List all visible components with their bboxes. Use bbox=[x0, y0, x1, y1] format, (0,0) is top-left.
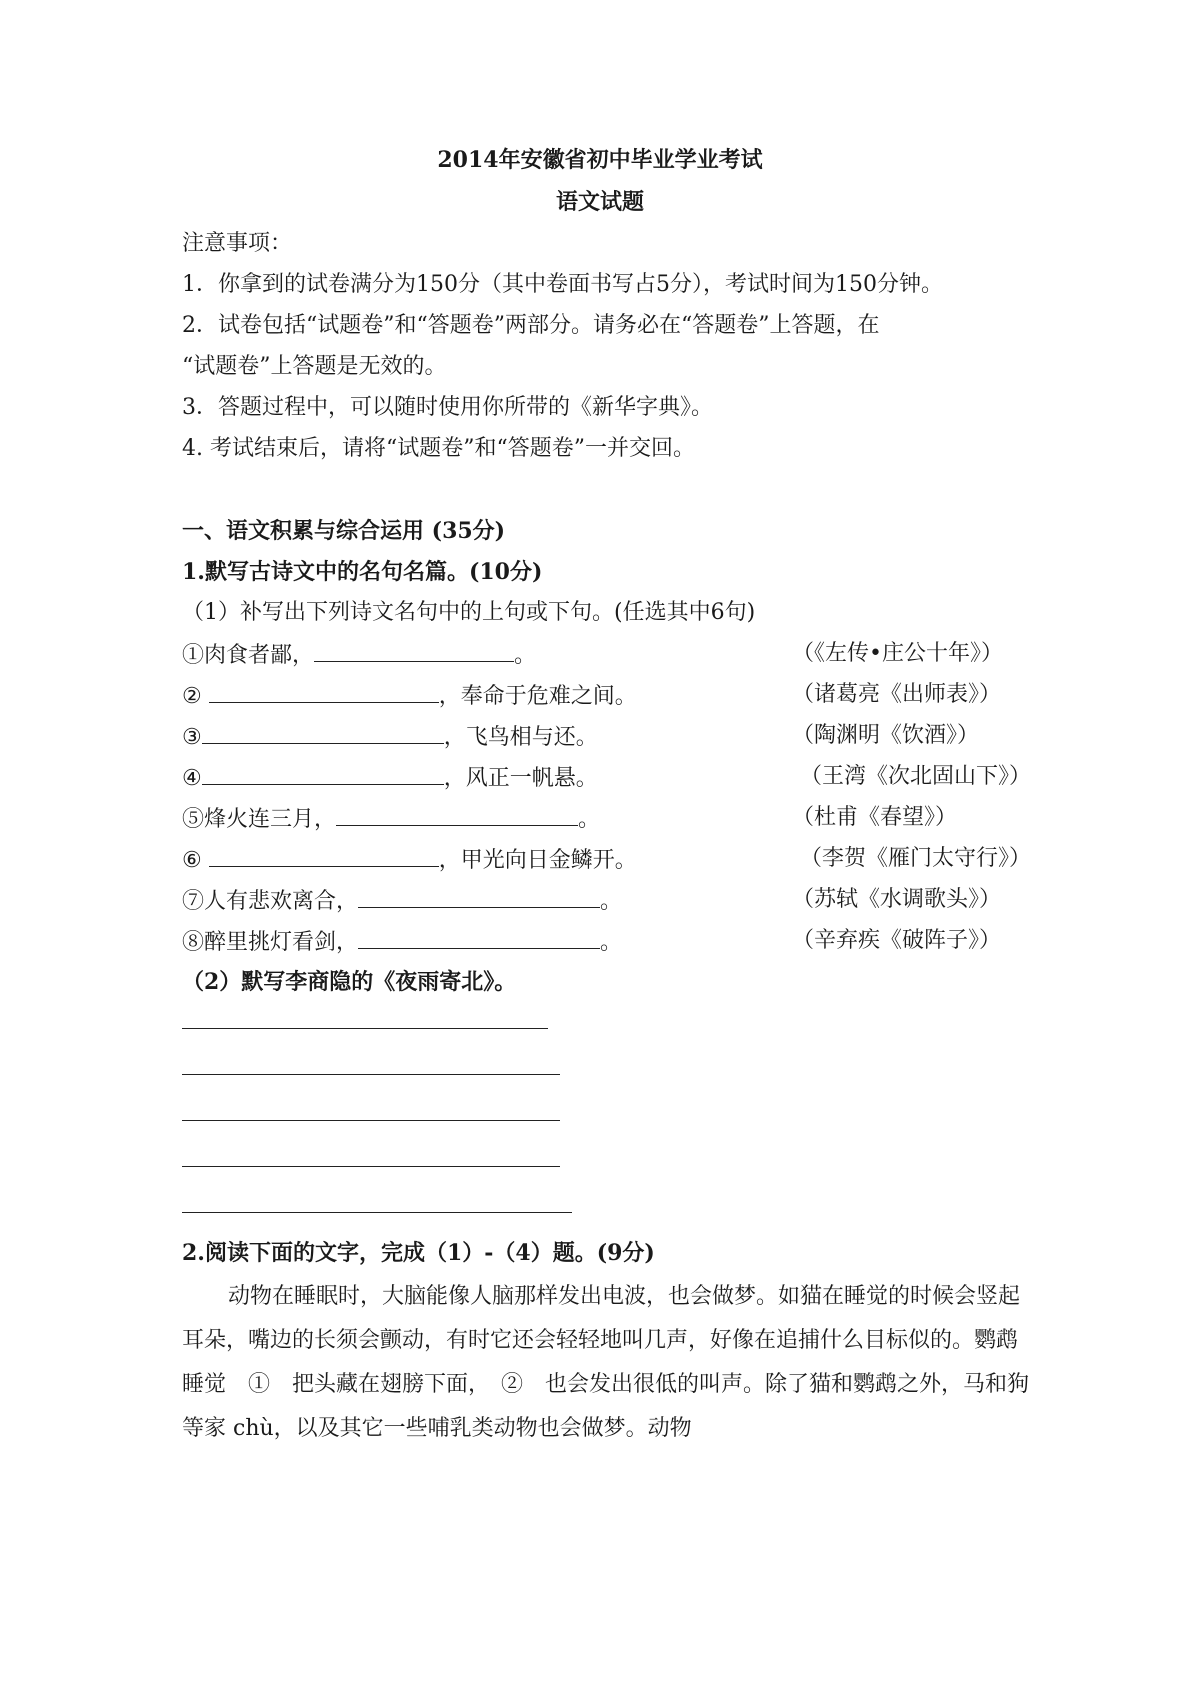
answer-blank-2[interactable] bbox=[209, 680, 439, 703]
writing-line-1[interactable] bbox=[182, 1028, 548, 1029]
fill-line-8-source: （辛弃疾《破阵子》） bbox=[792, 928, 1002, 953]
question-1-part-2: （2）默写李商隐的《夜雨寄北》。 bbox=[182, 969, 517, 995]
exam-subtitle: 语文试题 bbox=[555, 189, 644, 215]
fill-line-2-pre: ② bbox=[182, 684, 209, 709]
fill-line-7-post: 。 bbox=[600, 889, 623, 914]
fill-line-3-pre: ③ bbox=[182, 725, 202, 750]
fill-line-7-source: （苏轼《水调歌头》） bbox=[792, 887, 1002, 912]
fill-line-7 bbox=[182, 885, 622, 917]
fill-line-3-post: ，飞鸟相与还。 bbox=[443, 725, 598, 750]
fill-line-1-pre: ①肉食者鄙， bbox=[182, 643, 315, 668]
answer-blank-8[interactable] bbox=[358, 926, 600, 949]
notes-heading: 注意事项： bbox=[182, 231, 293, 256]
exam-title: 2014年安徽省初中毕业学业考试 bbox=[437, 147, 763, 173]
note-item-2-cont: “试题卷”上答题是无效的。 bbox=[182, 354, 447, 379]
note-item-4: 4. 考试结束后，请将“试题卷”和“答题卷”一并交回。 bbox=[182, 436, 695, 461]
answer-blank-4[interactable] bbox=[202, 762, 444, 785]
fill-line-2-source: （诸葛亮《出师表》） bbox=[792, 682, 1002, 707]
fill-line-7-pre: ⑦人有悲欢离合， bbox=[182, 889, 359, 914]
fill-line-5-pre: ⑤烽火连三月， bbox=[182, 807, 337, 832]
fill-line-1 bbox=[182, 639, 536, 671]
note-item-3: 3．答题过程中，可以随时使用你所带的《新华字典》。 bbox=[182, 395, 713, 420]
fill-line-8-post: 。 bbox=[600, 930, 623, 955]
fill-line-3 bbox=[182, 721, 598, 753]
fill-line-3-source: （陶渊明《饮酒》） bbox=[792, 723, 980, 748]
fill-line-5 bbox=[182, 803, 600, 835]
fill-line-4-post: ，风正一帆悬。 bbox=[443, 766, 598, 791]
writing-line-2[interactable] bbox=[182, 1074, 560, 1075]
fill-line-6-pre: ⑥ bbox=[182, 848, 209, 873]
fill-line-1-source: （《左传•庄公十年》） bbox=[792, 641, 1003, 666]
fill-line-8-pre: ⑧醉里挑灯看剑， bbox=[182, 930, 359, 955]
answer-blank-5[interactable] bbox=[336, 803, 578, 826]
answer-blank-1[interactable] bbox=[314, 639, 514, 662]
question-1-heading: 1.默写古诗文中的名句名篇。(10分) bbox=[182, 559, 543, 585]
question-2-passage: 动物在睡眠时，大脑能像人脑那样发出电波，也会做梦。如猫在睡觉的时候会竖起耳朵，嘴边的长须会颤动，有时它还会轻轻地叫几声，好像在追捕什么目标似的。鹦鹉睡觉 ① 把头藏在翅膀下面， ② 也会发出很低的叫声。除了猫和鹦鹉之外，马和狗等家 chù，以及其它一些哺乳类动物也会做梦。动物 bbox=[182, 1284, 1030, 1441]
fill-line-8 bbox=[182, 926, 622, 958]
fill-line-4-source: （王湾《次北固山下》） bbox=[800, 764, 1032, 789]
answer-blank-3[interactable] bbox=[202, 721, 444, 744]
fill-line-2-post: ，奉命于危难之间。 bbox=[438, 684, 637, 709]
answer-blank-6[interactable] bbox=[209, 844, 439, 867]
writing-line-5[interactable] bbox=[182, 1212, 572, 1213]
fill-line-1-post: 。 bbox=[514, 643, 537, 668]
fill-line-6-source: （李贺《雁门太守行》） bbox=[800, 846, 1032, 871]
writing-line-3[interactable] bbox=[182, 1120, 560, 1121]
answer-blank-7[interactable] bbox=[358, 885, 600, 908]
question-1-part-1: （1）补写出下列诗文名句中的上句或下句。(任选其中6句) bbox=[182, 600, 756, 625]
fill-line-2 bbox=[182, 680, 637, 712]
fill-line-6-post: ，甲光向日金鳞开。 bbox=[438, 848, 637, 873]
fill-line-5-post: 。 bbox=[578, 807, 601, 832]
fill-line-4 bbox=[182, 762, 598, 794]
fill-line-4-pre: ④ bbox=[182, 766, 202, 791]
fill-line-5-source: （杜甫《春望》） bbox=[792, 805, 958, 830]
note-item-2: 2．试卷包括“试题卷”和“答题卷”两部分。请务必在“答题卷”上答题，在 bbox=[182, 313, 880, 338]
fill-line-6 bbox=[182, 844, 637, 876]
question-2-heading: 2.阅读下面的文字，完成（1）-（4）题。(9分) bbox=[182, 1240, 655, 1266]
writing-line-4[interactable] bbox=[182, 1166, 560, 1167]
section-1-heading: 一、语文积累与综合运用 (35分) bbox=[182, 518, 506, 544]
note-item-1: 1．你拿到的试卷满分为150分（其中卷面书写占5分），考试时间为150分钟。 bbox=[182, 272, 943, 297]
